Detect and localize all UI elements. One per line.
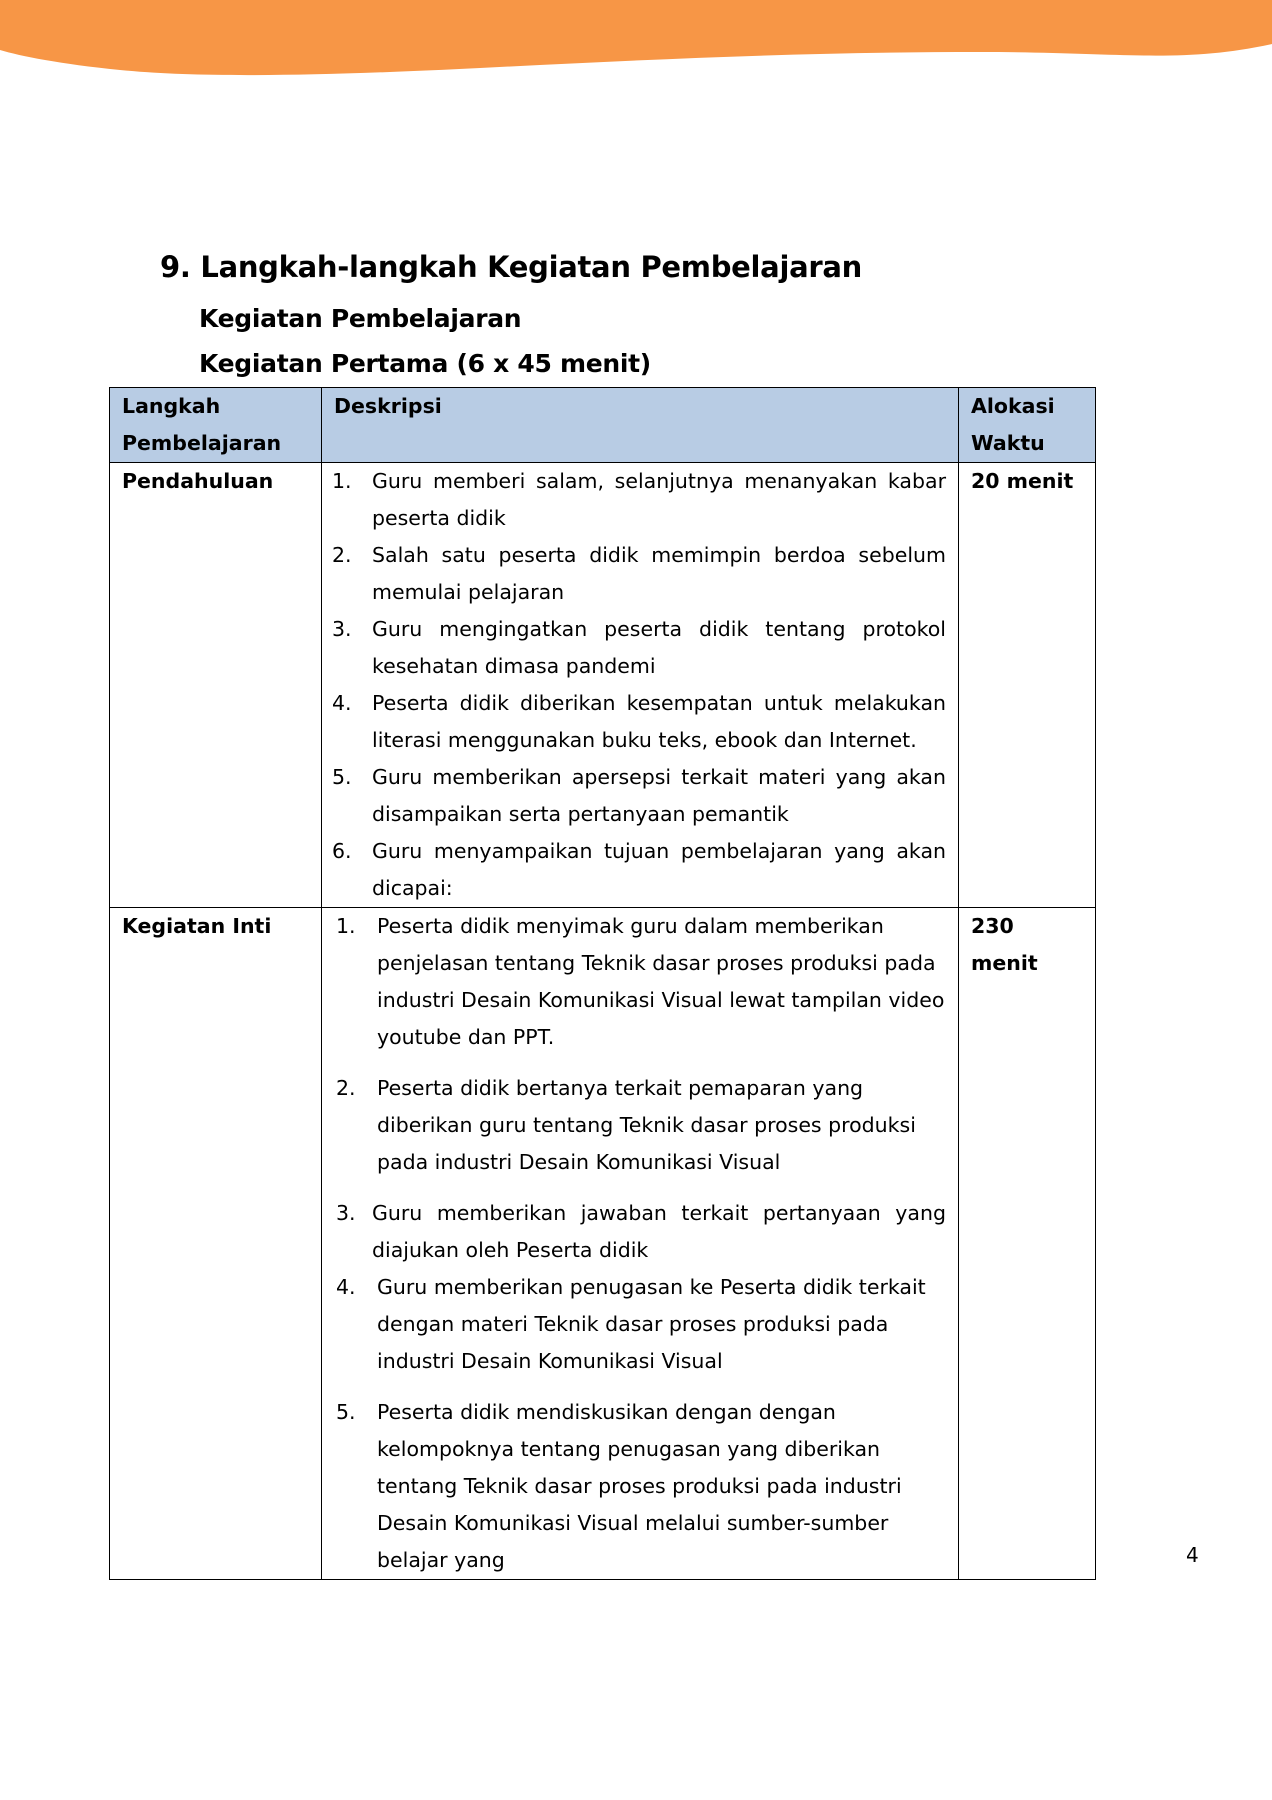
time-kegiatan-inti: 230 menit xyxy=(959,908,1096,1580)
list-text: Guru memberikan jawaban terkait pertanyaan yang diajukan oleh Peserta didik xyxy=(372,1201,946,1262)
list-item xyxy=(334,1070,946,1181)
list-text: Peserta didik mendiskusikan dengan dengan kelompoknya tentang penugasan yang diberikan tentang Teknik dasar proses produksi pada industri Desain Komunikasi Visual melalui sumber-sumber belajar yang xyxy=(377,1400,902,1572)
list-number: 5. xyxy=(336,1400,356,1424)
list-text: Guru memberi salam, selanjutnya menanyakan kabar peserta didik xyxy=(372,469,946,530)
header-langkah-pembelajaran: Langkah Pembelajaran xyxy=(110,388,322,463)
page-number: 4 xyxy=(1186,1543,1199,1567)
list-item xyxy=(334,759,946,833)
description-kegiatan-inti xyxy=(322,908,959,1580)
section-heading: 9. Langkah-langkah Kegiatan Pembelajaran xyxy=(160,250,862,284)
list-item xyxy=(334,611,946,685)
list-item xyxy=(334,685,946,759)
subheading-kegiatan-pembelajaran: Kegiatan Pembelajaran xyxy=(199,304,522,333)
step-kegiatan-inti: Kegiatan Inti xyxy=(110,908,322,1580)
list-number: 3. xyxy=(336,1201,356,1225)
list-item xyxy=(334,908,946,1056)
subheading-kegiatan-pertama: Kegiatan Pertama (6 x 45 menit) xyxy=(199,349,651,378)
list-text: Peserta didik diberikan kesempatan untuk melakukan literasi menggunakan buku teks, ebook dan Internet. xyxy=(372,691,946,752)
list-number: 2. xyxy=(332,543,352,567)
list-text: Peserta didik bertanya terkait pemaparan yang diberikan guru tentang Teknik dasar proses produksi pada industri Desain Komunikasi Visual xyxy=(377,1076,916,1174)
time-pendahuluan: 20 menit xyxy=(959,463,1096,908)
table-row-pendahuluan xyxy=(110,463,1096,908)
list-number: 1. xyxy=(336,914,356,938)
list-item xyxy=(334,463,946,537)
list-text: Guru mengingatkan peserta didik tentang protokol kesehatan dimasa pandemi xyxy=(372,617,946,678)
list-text: Guru memberikan penugasan ke Peserta didik terkait dengan materi Teknik dasar proses produksi pada industri Desain Komunikasi Visual xyxy=(377,1275,926,1373)
step-pendahuluan: Pendahuluan xyxy=(110,463,322,908)
list-item xyxy=(334,537,946,611)
table-header-row xyxy=(110,388,1096,463)
pendahuluan-list xyxy=(334,463,946,907)
list-item xyxy=(334,1195,946,1269)
list-number: 1. xyxy=(332,469,352,493)
list-number: 4. xyxy=(332,691,352,715)
lesson-steps-table xyxy=(109,387,1096,1580)
list-number: 5. xyxy=(332,765,352,789)
list-item xyxy=(334,1269,946,1380)
table-row-kegiatan-inti xyxy=(110,908,1096,1580)
description-pendahuluan xyxy=(322,463,959,908)
header-alokasi-waktu: Alokasi Waktu xyxy=(959,388,1096,463)
list-number: 2. xyxy=(336,1076,356,1100)
list-text: Guru menyampaikan tujuan pembelajaran yang akan dicapai: xyxy=(372,839,946,900)
list-number: 6. xyxy=(332,839,352,863)
list-text: Salah satu peserta didik memimpin berdoa sebelum memulai pelajaran xyxy=(372,543,946,604)
list-item xyxy=(334,833,946,907)
kegiatan-inti-list xyxy=(334,908,946,1579)
list-text: Guru memberikan apersepsi terkait materi yang akan disampaikan serta pertanyaan pemantik xyxy=(372,765,946,826)
header-deskripsi: Deskripsi xyxy=(322,388,959,463)
list-number: 4. xyxy=(336,1275,356,1299)
list-text: Peserta didik menyimak guru dalam memberikan penjelasan tentang Teknik dasar proses produksi pada industri Desain Komunikasi Visual lewat tampilan video youtube dan PPT. xyxy=(377,914,945,1049)
list-item xyxy=(334,1394,946,1579)
list-number: 3. xyxy=(332,617,352,641)
orange-header-banner xyxy=(0,0,1272,80)
